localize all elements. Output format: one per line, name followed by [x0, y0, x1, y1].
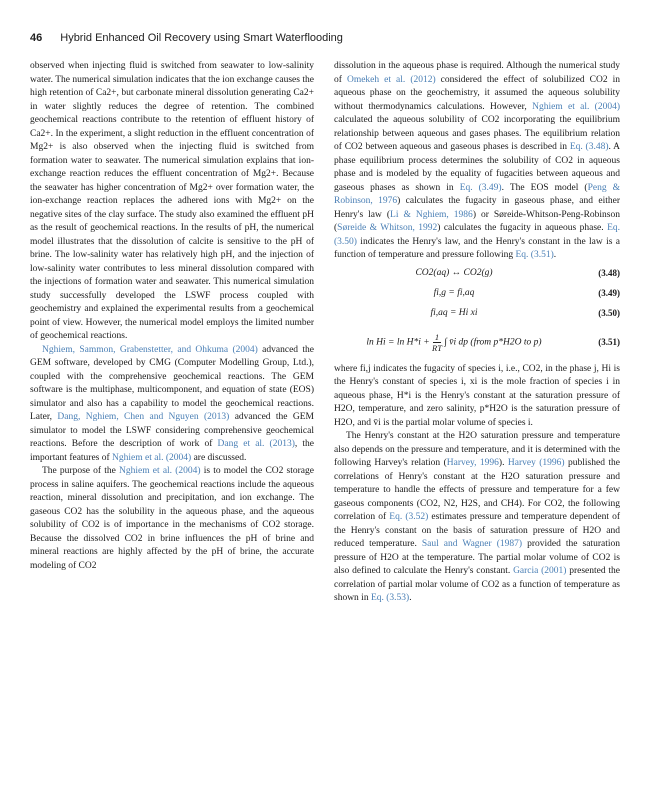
left-paragraph-3: The purpose of the Nghiem et al. (2004) is to model the CO2 storage process in saline aquifers. The geochemical reactions include the aqueous reaction, mineral dissolution and precipitation, and ion exchange. The gaseous CO2 has the solubility in the aqueous phase, and the aqueous solubility of CO2 is of importance in the mechanisms of CO2 storage. Because the dissolved CO2 in brine influences the pH of brine and mineral reactions are highly affected by the pH of brine, the accurate modeling of CO2	[30, 466, 314, 571]
citation-link[interactable]: Harvey, 1996	[446, 458, 499, 468]
equation-3-48	[334, 266, 620, 283]
equation-link[interactable]: Eq. (3.52)	[389, 512, 429, 522]
equation-link[interactable]: Eq. (3.50)	[334, 223, 620, 247]
right-paragraph-1: dissolution in the aqueous phase is required. Although the numerical study of Omekeh et al. (2012) considered the effect of solubilized CO2 in aqueous phase on the geochemistry, it assumed the aqueous solubility without thermodynamics calculations. However, Nghiem et al. (2004) calculated the aqueous solubility of CO2 incorporating the equilibrium relationship between aqueous and gases phases. The equilibrium relation of CO2 between aqueous and gaseous phases is described in Eq. (3.48). A phase equilibrium process determines the solubility of CO2 in aqueous phase and is modeled by the equality of fugacities between aqueous and gaseous phases as shown in Eq. (3.49). The EOS model (Peng & Robinson, 1976) calculates the fugacity in gaseous phase, and either Henry's law (Li & Nghiem, 1986) or Søreide-Whitson-Peng-Robinson (Søreide & Whitson, 1992) calculates the fugacity in aqueous phase. Eq. (3.50) indicates the Henry's law, and the Henry's constant in the law is a function of temperature and pressure following Eq. (3.51).	[334, 61, 621, 260]
equation-3-49	[334, 286, 620, 303]
equation-number: (3.49)	[598, 288, 620, 299]
left-paragraph-1: observed when injecting fluid is switched from seawater to low-salinity water. The numerical simulation indicates that the ion exchange causes the high retention of Ca2+, but carbonate mineral dissolution generating Ca2+ in water slightly reduces the degree of retention. The combined geochemical reactions contribute to the retention of effluent history of Ca2+. In the experiment, a slight reduction in the effluent concentration of Mg2+ is also observed when the injecting fluid is switched from formation water to seawater. The numerical simulation explains that ion-exchange reaction reduces the effluent concentration of Mg2+. Because the seawater has higher concentration of Mg2+ over formation water, the ion-exchange reaction replaces the adhered ions with Mg2+ on the negative sites of the clay surface. The study also examined the effluent pH as the result of geochemical reactions. In the results of pH, the numerical model illustrates that the dissolution of calcite is sensitive to the pH of brine. The low-salinity water has relatively high pH, and the injection of low-salinity water contributes to less mineral dissolution compared with the injections of formation water and seawater. This numerical simulation study successfully developed the LSWF process coupled with geochemistry and explained the experimental results from a geochemical point of view. However, the numerical model employs the limited number of geochemical reactions.	[30, 61, 314, 341]
citation-link[interactable]: Nghiem et al. (2004)	[112, 452, 192, 463]
citation-link[interactable]: Garcia (2001)	[513, 566, 567, 576]
equation-expression: fi,aq = Hi xi	[430, 308, 478, 319]
right-paragraph-3: The Henry's constant at the H2O saturation pressure and temperature also depends on the pressure and temperature, and it is determined with the following Harvey's relation (Harvey, 1996). Harvey (1996) published the correlations of Henry's constant at the H2O saturation pressure and temperature to handle the effects of pressure and temperature for a few gaseous components (CO2, N2, H2S, and CH4). For CO2, the following correlation of Eq. (3.52) estimates pressure and temperature dependent of the Henry's constant on the basis of saturation pressure of H2O and reduced temperature. Saul and Wagner (1987) provided the saturation pressure of H2O at the temperature. The partial molar volume of CO2 is also defined to calculate the Henry's constant. Garcia (2001) presented the correlation of partial molar volume of CO2 as a function of temperature as shown in Eq. (3.53).	[334, 431, 620, 603]
equation-link[interactable]: Eq. (3.49)	[459, 182, 502, 193]
citation-link[interactable]: Peng & Robinson, 1976	[334, 182, 621, 206]
citation-link[interactable]: Dang et al. (2013)	[217, 439, 295, 449]
citation-link[interactable]: Harvey (1996)	[507, 458, 565, 468]
right-column	[334, 60, 620, 606]
left-column	[30, 60, 314, 573]
equation-number: (3.50)	[598, 308, 620, 319]
left-paragraph-2: Nghiem, Sammon, Grabenstetter, and Ohkuma (2004) advanced the GEM software, developed by CMG (Computer Modelling Group, Ltd.), coupled with the comprehensive geochemical reactions. The GEM software is the multiphase, multicomponent, and equation of state (EOS) simulator and also has a capability to model the geochemical reactions. Later, Dang, Nghiem, Chen and Nguyen (2013) advanced the GEM simulator to model the LSWF considering comprehensive geochemical reactions. Before the description of work of Dang et al. (2013), the important features of Nghiem et al. (2004) are discussed.	[30, 344, 314, 463]
citation-link[interactable]: Søreide & Whitson, 1992	[337, 223, 438, 233]
page-number: 46	[30, 32, 43, 44]
equation-3-50	[334, 306, 620, 323]
citation-link[interactable]: Dang, Nghiem, Chen and Nguyen (2013)	[57, 412, 230, 422]
equation-expression: CO2(aq) ↔ CO2(g)	[415, 268, 493, 279]
citation-link[interactable]: Nghiem et al. (2004)	[532, 101, 620, 112]
citation-link[interactable]: Nghiem, Sammon, Grabenstetter, and Ohkuma (2004)	[42, 344, 258, 355]
equation-link[interactable]: Eq. (3.53)	[370, 593, 410, 603]
running-title: Hybrid Enhanced Oil Recovery using Smart Waterflooding	[60, 32, 343, 44]
citation-link[interactable]: Omekeh et al. (2012)	[346, 74, 436, 85]
equation-number: (3.51)	[598, 336, 620, 347]
equation-expression: fi,g = fi,aq	[433, 288, 475, 299]
equation-3-51	[334, 326, 620, 360]
running-header	[30, 31, 343, 45]
equation-number: (3.48)	[598, 268, 620, 279]
right-paragraph-2: where fi,j indicates the fugacity of species i, i.e., CO2, in the phase j, Hi is the Henry's constant of species i, xi is the mole fraction of species i in aqueous phase, H*i is the Henry's constant at the saturation pressure of H2O, temperature, and zero salinity, p*H2O is the saturation pressure of H2O, and v̄i is the partial molar volume of species i.	[334, 363, 620, 428]
fraction: $\frac{1}{RT}$	[432, 332, 442, 353]
equation-link[interactable]: Eq. (3.51)	[515, 250, 554, 260]
citation-link[interactable]: Nghiem et al. (2004)	[119, 466, 201, 476]
equation-link[interactable]: Eq. (3.48)	[569, 142, 609, 152]
equation-expression: ln Hi = ln H*i + $\frac{1}{RT}$ ∫ v̄i dp (from p*H2O to p)	[366, 332, 542, 353]
citation-link[interactable]: Saul and Wagner (1987)	[421, 539, 523, 549]
citation-link[interactable]: Li & Nghiem, 1986	[390, 209, 473, 220]
